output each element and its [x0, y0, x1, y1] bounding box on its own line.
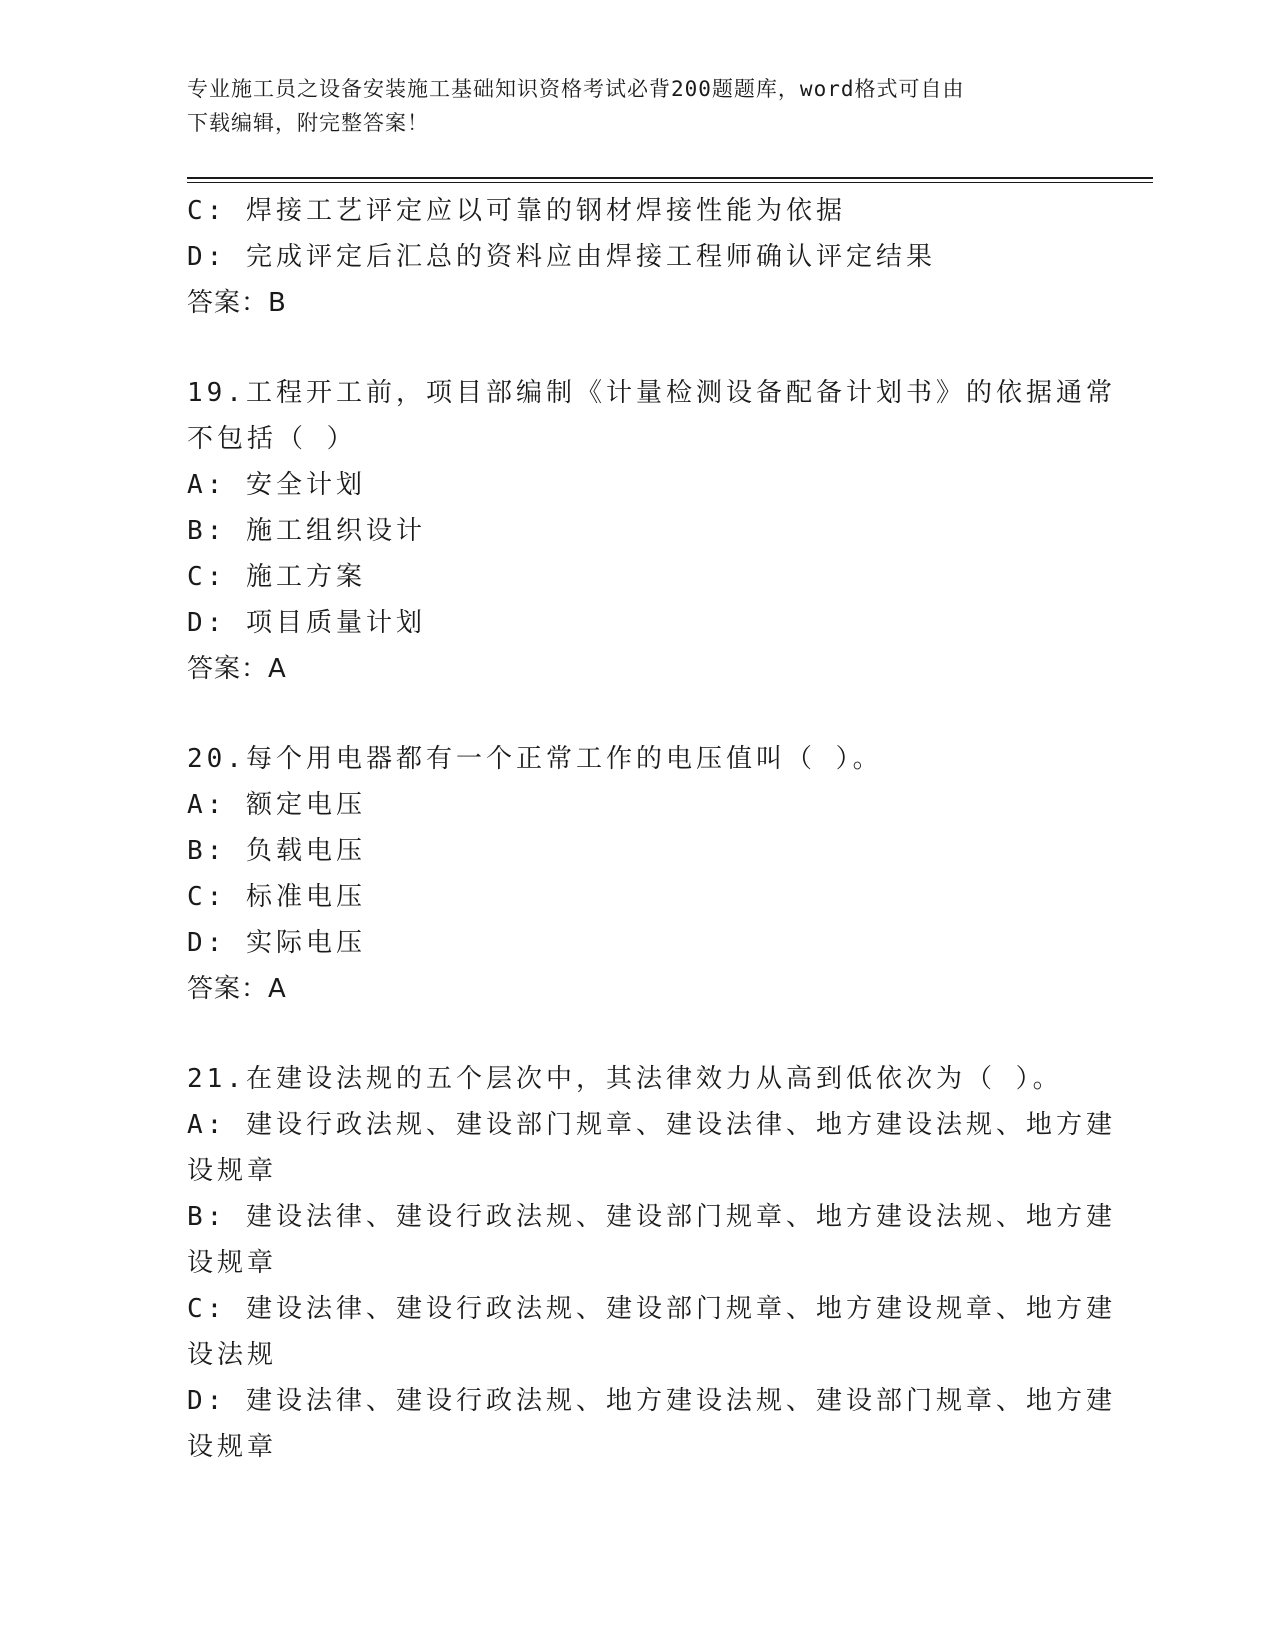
answer-line: 答案：A [187, 654, 287, 684]
option-c: C: 建设法律、建设行政法规、建设部门规章、地方建设规章、地方建 [187, 1294, 1116, 1324]
header-line-1: 专业施工员之设备安装施工基础知识资格考试必背200题题库，word格式可自由 [187, 77, 965, 101]
spacer [187, 326, 1087, 370]
answer-line: 答案：B [187, 288, 287, 318]
option-d: D: 项目质量计划 [187, 608, 426, 638]
option-b: B: 施工组织设计 [187, 516, 426, 546]
question-21 [187, 1056, 1116, 1470]
question-stem: 19.工程开工前，项目部编制《计量检测设备配备计划书》的依据通常 [187, 378, 1116, 408]
question-stem-continued: 不包括（ ） [187, 424, 357, 454]
question-stem: 20.每个用电器都有一个正常工作的电压值叫（ ）。 [187, 744, 883, 774]
option-b: B: 负载电压 [187, 836, 366, 866]
question-stem: 21.在建设法规的五个层次中，其法律效力从高到低依次为（ ）。 [187, 1064, 1063, 1094]
option-b: B: 建设法律、建设行政法规、建设部门规章、地方建设法规、地方建 [187, 1202, 1116, 1232]
option-d: D: 实际电压 [187, 928, 366, 958]
question-list [187, 188, 1116, 1470]
option-d: D: 完成评定后汇总的资料应由焊接工程师确认评定结果 [187, 242, 936, 272]
question-18-tail [187, 188, 1087, 326]
option-d: D: 建设法律、建设行政法规、地方建设法规、建设部门规章、地方建 [187, 1386, 1116, 1416]
option-c: C: 焊接工艺评定应以可靠的钢材焊接性能为依据 [187, 196, 846, 226]
question-19 [187, 370, 1116, 692]
question-20 [187, 736, 1087, 1012]
header-divider-thin [187, 182, 1153, 183]
option-c: C: 标准电压 [187, 882, 366, 912]
option-d-continued: 设规章 [187, 1432, 278, 1462]
spacer [187, 1012, 1087, 1056]
option-a: A: 安全计划 [187, 470, 366, 500]
header-line-2: 下载编辑，附完整答案！ [187, 111, 429, 135]
spacer [187, 692, 1087, 736]
option-c-continued: 设法规 [187, 1340, 278, 1370]
header-divider-thick [187, 177, 1153, 179]
option-a: A: 额定电压 [187, 790, 366, 820]
option-c: C: 施工方案 [187, 562, 366, 592]
answer-line: 答案：A [187, 974, 287, 1004]
document-header [187, 72, 1067, 140]
option-a-continued: 设规章 [187, 1156, 278, 1186]
option-a: A: 建设行政法规、建设部门规章、建设法律、地方建设法规、地方建 [187, 1110, 1116, 1140]
option-b-continued: 设规章 [187, 1248, 278, 1278]
